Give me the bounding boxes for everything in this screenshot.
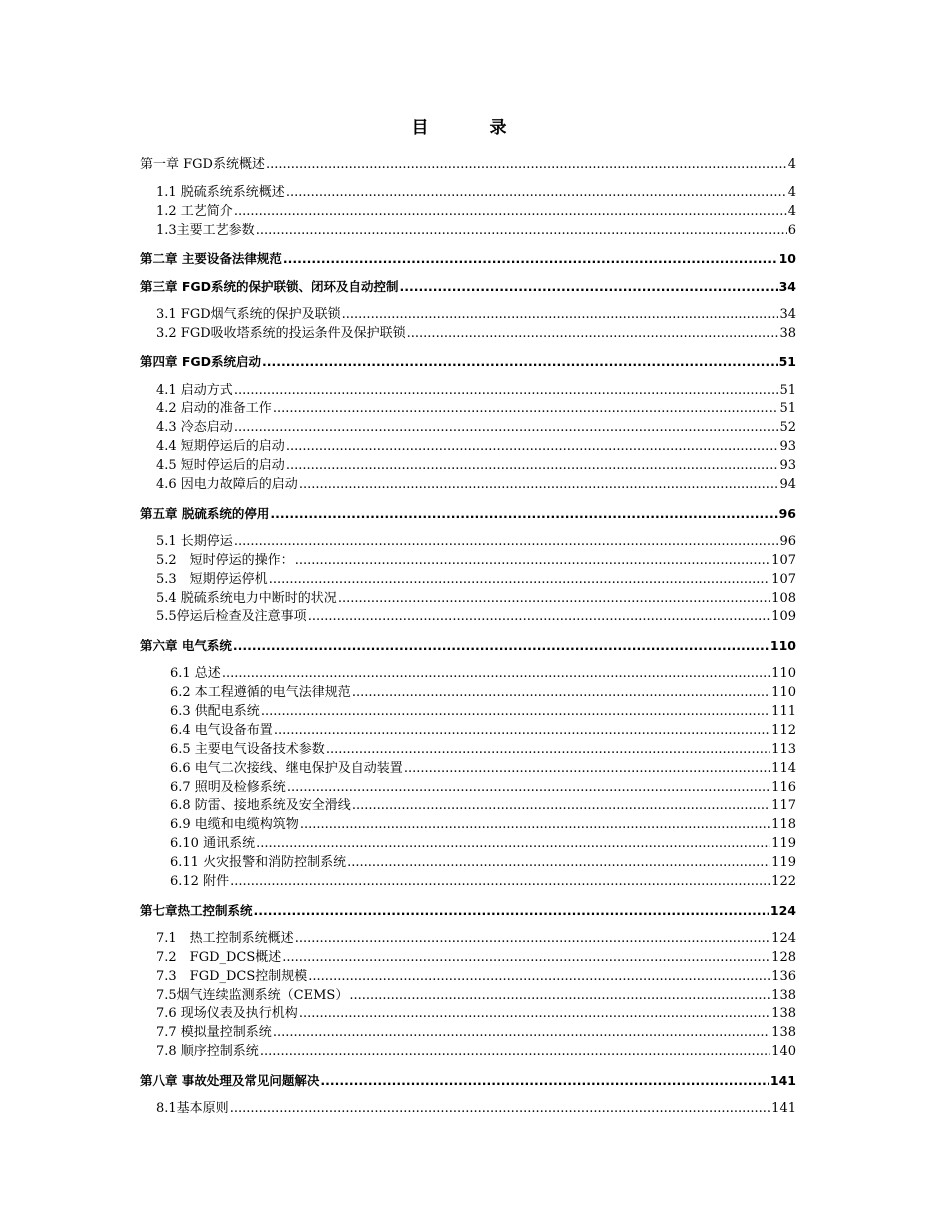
toc-section-entry[interactable] <box>156 986 796 1005</box>
toc-section-entry[interactable] <box>170 721 796 740</box>
toc-entry-label: 7.7 模拟量控制系统 <box>156 1025 272 1040</box>
toc-entry-label: 4.3 冷态启动 <box>156 420 233 435</box>
toc-section-entry[interactable] <box>170 815 796 834</box>
toc-leader-dots <box>261 702 770 721</box>
toc-leader-dots <box>234 381 779 400</box>
toc-section-entry[interactable] <box>156 551 796 570</box>
toc-entry-label: 7.1 热工控制系统概述 <box>156 931 294 946</box>
toc-leader-dots <box>254 901 769 920</box>
toc-leader-dots <box>286 437 779 456</box>
toc-page-number: 122 <box>771 874 796 889</box>
toc-entry-label: 6.7 照明及检修系统 <box>170 780 286 795</box>
toc-section-entry[interactable] <box>156 381 796 400</box>
toc-leader-dots <box>299 1004 770 1023</box>
toc-page-number: 119 <box>771 855 796 870</box>
toc-entry-label: 4.6 因电力故障后的启动 <box>156 477 298 492</box>
toc-leader-dots <box>347 853 770 872</box>
toc-page-number: 108 <box>771 591 796 606</box>
toc-leader-dots <box>234 532 779 551</box>
toc-section-entry[interactable] <box>156 1099 796 1118</box>
toc-entry-label: 7.6 现场仪表及执行机构 <box>156 1006 298 1021</box>
toc-page-number: 124 <box>771 931 796 946</box>
toc-leader-dots <box>282 948 770 967</box>
toc-entry-label: 5.1 长期停运 <box>156 534 233 549</box>
toc-page-number: 116 <box>771 780 796 795</box>
toc-section-entry[interactable] <box>156 532 796 551</box>
toc-leader-dots <box>338 589 770 608</box>
toc-page-number: 111 <box>771 704 796 719</box>
toc-page-number: 51 <box>778 354 796 369</box>
toc-entry-label: 第五章 脱硫系统的停用 <box>140 506 270 521</box>
toc-page-number: 38 <box>779 326 796 341</box>
toc-section-entry[interactable] <box>170 664 796 683</box>
toc-section-entry[interactable] <box>156 967 796 986</box>
toc-leader-dots <box>286 456 779 475</box>
toc-chapter-entry[interactable] <box>140 249 796 268</box>
toc-leader-dots <box>407 324 779 343</box>
toc-page-number: 52 <box>779 420 796 435</box>
toc-leader-dots <box>308 607 770 626</box>
toc-page-number: 4 <box>787 204 796 219</box>
toc-page-number: 124 <box>769 903 796 918</box>
toc-leader-dots <box>308 967 770 986</box>
toc-leader-dots <box>266 155 787 174</box>
toc-page-number: 138 <box>771 1025 796 1040</box>
toc-entry-label: 6.9 电缆和电缆构筑物 <box>170 817 299 832</box>
toc-entry-label: 5.5停运后检查及注意事项 <box>156 609 307 624</box>
toc-leader-dots <box>233 636 769 655</box>
toc-section-entry[interactable] <box>156 570 796 589</box>
toc-leader-dots <box>262 352 778 371</box>
toc-leader-dots <box>299 475 779 494</box>
toc-title: 目 录 <box>411 118 529 138</box>
toc-page-number: 141 <box>771 1101 796 1116</box>
toc-entry-label: 第八章 事故处理及常见问题解决 <box>140 1073 320 1088</box>
toc-entry-label: 7.3 FGD_DCS控制规模 <box>156 969 308 984</box>
toc-page-number: 119 <box>771 836 796 851</box>
toc-entry-label: 第六章 电气系统 <box>140 638 232 653</box>
toc-entry-label: 第二章 主要设备法律规范 <box>140 251 282 266</box>
toc-section-entry[interactable] <box>156 475 796 494</box>
toc-leader-dots <box>273 1023 770 1042</box>
toc-entry-label: 6.12 附件 <box>170 874 230 889</box>
toc-section-entry[interactable] <box>156 948 796 967</box>
toc-section-entry[interactable] <box>156 607 796 626</box>
toc-entry-label: 5.3 短期停运停机 <box>156 572 268 587</box>
toc-entry-label: 第一章 FGD系统概述 <box>140 157 265 172</box>
toc-leader-dots <box>400 277 778 296</box>
toc-section-entry[interactable] <box>156 221 796 240</box>
toc-section-entry[interactable] <box>170 796 796 815</box>
toc-leader-dots <box>283 249 778 268</box>
toc-section-entry[interactable] <box>156 929 796 948</box>
toc-leader-dots <box>234 202 787 221</box>
toc-page-number: 96 <box>778 506 796 521</box>
toc-leader-dots <box>260 1042 770 1061</box>
toc-page-number: 140 <box>771 1044 796 1059</box>
toc-entry-label: 6.3 供配电系统 <box>170 704 260 719</box>
toc-section-entry[interactable] <box>170 740 796 759</box>
toc-page-number: 34 <box>779 307 796 322</box>
toc-chapter-entry[interactable] <box>140 901 796 920</box>
toc-leader-dots <box>274 721 770 740</box>
toc-leader-dots <box>270 504 777 523</box>
toc-section-entry[interactable] <box>156 183 796 202</box>
toc-page-number: 113 <box>771 742 796 757</box>
toc-page-number: 93 <box>779 439 796 454</box>
toc-section-entry[interactable] <box>170 759 796 778</box>
toc-entry-label: 6.8 防雷、接地系统及安全滑线 <box>170 798 351 813</box>
toc-page-number: 4 <box>787 157 796 172</box>
toc-entry-label: 6.11 火灾报警和消防控制系统 <box>170 855 347 870</box>
toc-section-entry[interactable] <box>156 589 796 608</box>
toc-leader-dots <box>234 418 779 437</box>
toc-entry-label: 6.2 本工程遵循的电气法律规范 <box>170 685 351 700</box>
toc-page-number: 114 <box>771 761 796 776</box>
toc-leader-dots <box>295 551 770 570</box>
toc-leader-dots <box>269 570 770 589</box>
toc-entry-label: 6.6 电气二次接线、继电保护及自动装置 <box>170 761 403 776</box>
toc-leader-dots <box>352 796 770 815</box>
toc-entry-label: 6.1 总述 <box>170 666 221 681</box>
toc-leader-dots <box>342 305 779 324</box>
toc-page-number: 107 <box>771 553 796 568</box>
toc-leader-dots <box>256 221 787 240</box>
toc-section-entry[interactable] <box>156 399 796 418</box>
toc-page-number: 4 <box>787 185 796 200</box>
toc-page-number: 107 <box>771 572 796 587</box>
toc-section-entry[interactable] <box>156 418 796 437</box>
toc-page-number: 136 <box>771 969 796 984</box>
toc-leader-dots <box>222 664 770 683</box>
toc-page-number: 141 <box>769 1073 796 1088</box>
toc-leader-dots <box>230 872 770 891</box>
toc-leader-dots <box>295 929 770 948</box>
toc-entry-label: 6.4 电气设备布置 <box>170 723 273 738</box>
toc-section-entry[interactable] <box>170 834 796 853</box>
toc-entry-label: 5.4 脱硫系统电力中断时的状况 <box>156 591 337 606</box>
toc-leader-dots <box>273 399 779 418</box>
toc-page-number: 128 <box>771 950 796 965</box>
toc-chapter-entry[interactable] <box>140 155 796 174</box>
toc-leader-dots <box>404 759 770 778</box>
toc-page-number: 110 <box>771 685 796 700</box>
toc-entry-label: 7.8 顺序控制系统 <box>156 1044 259 1059</box>
toc-chapter-entry[interactable] <box>140 1071 796 1090</box>
toc-page-number: 93 <box>779 458 796 473</box>
toc-leader-dots <box>286 183 787 202</box>
toc-entry-label: 1.1 脱硫系统系统概述 <box>156 185 285 200</box>
toc-leader-dots <box>326 740 770 759</box>
toc-entry-label: 1.3主要工艺参数 <box>156 223 255 238</box>
toc-section-entry[interactable] <box>170 702 796 721</box>
toc-page-number: 94 <box>779 477 796 492</box>
toc-section-entry[interactable] <box>170 872 796 891</box>
toc-page-number: 10 <box>778 251 796 266</box>
toc-page-number: 110 <box>769 638 796 653</box>
toc-page-number: 51 <box>779 383 796 398</box>
toc-page-number: 118 <box>771 817 796 832</box>
toc-section-entry[interactable] <box>170 778 796 797</box>
toc-entry-label: 3.2 FGD吸收塔系统的投运条件及保护联锁 <box>156 326 406 341</box>
toc-section-entry[interactable] <box>156 437 796 456</box>
toc-page-number: 110 <box>771 666 796 681</box>
toc-page-number: 96 <box>779 534 796 549</box>
toc-entry-label: 7.5烟气连续监测系统（CEMS） <box>156 988 349 1003</box>
toc-chapter-entry[interactable] <box>140 352 796 371</box>
toc-leader-dots <box>320 1071 769 1090</box>
toc-entry-label: 4.2 启动的准备工作 <box>156 401 272 416</box>
toc-page-number: 51 <box>779 401 796 416</box>
toc-page-number: 138 <box>771 1006 796 1021</box>
toc-page-number: 6 <box>787 223 796 238</box>
toc-entry-label: 6.10 通讯系统 <box>170 836 256 851</box>
toc-entry-label: 6.5 主要电气设备技术参数 <box>170 742 325 757</box>
toc-entry-label: 第三章 FGD系统的保护联锁、闭环及自动控制 <box>140 279 399 294</box>
toc-entry-label: 4.1 启动方式 <box>156 383 233 398</box>
toc-page-number: 34 <box>778 279 796 294</box>
toc-entry-label: 1.2 工艺简介 <box>156 204 233 219</box>
toc-section-entry[interactable] <box>170 683 796 702</box>
toc-section-entry[interactable] <box>156 456 796 475</box>
toc-page-number: 117 <box>771 798 796 813</box>
toc-leader-dots <box>352 683 770 702</box>
toc-section-entry[interactable] <box>156 1023 796 1042</box>
toc-entry-label: 第七章热工控制系统 <box>140 903 253 918</box>
toc-entry-label: 7.2 FGD_DCS概述 <box>156 950 282 965</box>
toc-entry-label: 4.5 短时停运后的启动 <box>156 458 285 473</box>
toc-entry-label: 5.2 短时停运的操作： <box>156 553 294 568</box>
toc-leader-dots <box>349 986 770 1005</box>
toc-leader-dots <box>256 834 770 853</box>
toc-section-entry[interactable] <box>156 1004 796 1023</box>
toc-chapter-entry[interactable] <box>140 277 796 296</box>
toc-section-entry[interactable] <box>156 305 796 324</box>
toc-page-number: 109 <box>771 609 796 624</box>
toc-entry-label: 4.4 短期停运后的启动 <box>156 439 285 454</box>
toc-entry-label: 3.1 FGD烟气系统的保护及联锁 <box>156 307 341 322</box>
toc-page-number: 138 <box>771 988 796 1003</box>
toc-page-number: 112 <box>771 723 796 738</box>
toc-leader-dots <box>230 1099 770 1118</box>
toc-entry-label: 第四章 FGD系统启动 <box>140 354 262 369</box>
toc-section-entry[interactable] <box>156 1042 796 1061</box>
toc-section-entry[interactable] <box>156 202 796 221</box>
toc-entry-label: 8.1基本原则 <box>156 1101 229 1116</box>
toc-chapter-entry[interactable] <box>140 636 796 655</box>
toc-section-entry[interactable] <box>170 853 796 872</box>
toc-chapter-entry[interactable] <box>140 504 796 523</box>
toc-leader-dots <box>287 778 770 797</box>
toc-section-entry[interactable] <box>156 324 796 343</box>
toc-leader-dots <box>300 815 770 834</box>
